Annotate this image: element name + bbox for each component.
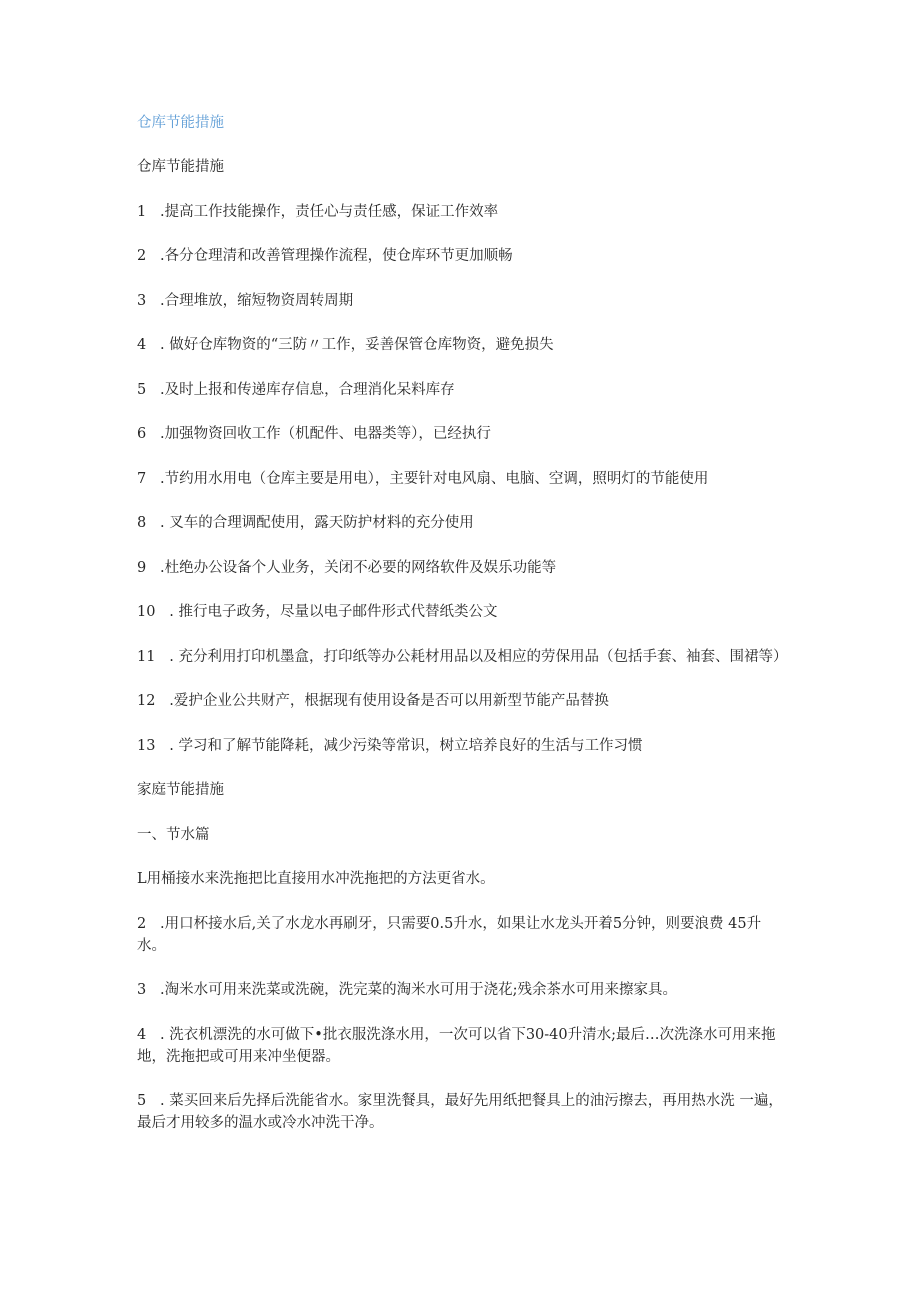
warehouse-item-9: 9 .杜绝办公设备个人业务，关闭不必要的网络软件及娱乐功能等 (137, 559, 557, 576)
water-item-1: L用桶接水来洗拖把比直接用水冲洗拖把的方法更省水。 (137, 871, 495, 887)
warehouse-item-3: 3 .合理堆放，缩短物资周转周期 (137, 292, 354, 309)
water-item-4: 4 . 洗衣机漂洗的水可做下•批衣服洗涤水用，一次可以省下30-40升清水;最后…次洗涤水可用来拖地，洗拖把或可用来冲坐便器。 (137, 1026, 776, 1065)
water-item-5: 5 . 菜买回来后先择后洗能省水。家里洗餐具，最好先用纸把餐具上的油污擦去，再用热水洗 一遍，最后才用较多的温水或冷水冲洗干净。 (137, 1093, 783, 1131)
warehouse-item-10: 10 . 推行电子政务，尽量以电子邮件形式代替纸类公文 (137, 604, 498, 620)
warehouse-item-7: 7 .节约用水用电（仓库主要是用电），主要针对电风扇、电脑、空调，照明灯的节能使用 (137, 470, 709, 487)
warehouse-item-8: 8 . 叉车的合理调配使用，露天防护材料的充分使用 (137, 515, 474, 531)
water-item-3: 3 .淘米水可用来洗菜或洗碗，洗完菜的淘米水可用于浇花;残余茶水可用来擦家具。 (137, 982, 678, 998)
warehouse-item-6: 6 .加强物资回收工作（机配件、电器类等），已经执行 (137, 426, 491, 442)
warehouse-item-4: 4 . 做好仓库物资的“三防〃工作，妥善保管仓库物资，避免损失 (137, 337, 554, 353)
section-heading-warehouse: 仓库节能措施 (137, 159, 224, 175)
document-page (137, 112, 787, 1157)
section-heading-home: 家庭节能措施 (137, 782, 224, 798)
warehouse-item-5: 5 .及时上报和传递库存信息，合理消化呆料库存 (137, 381, 455, 398)
document-title: 仓库节能措施 (137, 115, 224, 131)
water-item-2: 2 .用口杯接水后,关了水龙水再刷牙，只需要0.5升水，如果让水龙头开着5分钟，则要浪费 45升水。 (137, 915, 762, 954)
warehouse-item-13: 13 . 学习和了解节能降耗，减少污染等常识，树立培养良好的生活与工作习惯 (137, 737, 643, 754)
warehouse-item-2: 2 .各分仓理清和改善管理操作流程，使仓库环节更加顺畅 (137, 248, 513, 264)
subsection-heading-water: 一、节水篇 (137, 826, 210, 843)
warehouse-item-11: 11 . 充分利用打印机墨盒，打印纸等办公耗材用品以及相应的劳保用品（包括手套、袖套、围裙等） (137, 648, 788, 665)
warehouse-item-1: 1 .提高工作技能操作，责任心与责任感，保证工作效率 (137, 203, 499, 220)
warehouse-item-12: 12 .爱护企业公共财产，根据现有使用设备是否可以用新型节能产品替换 (137, 693, 609, 709)
